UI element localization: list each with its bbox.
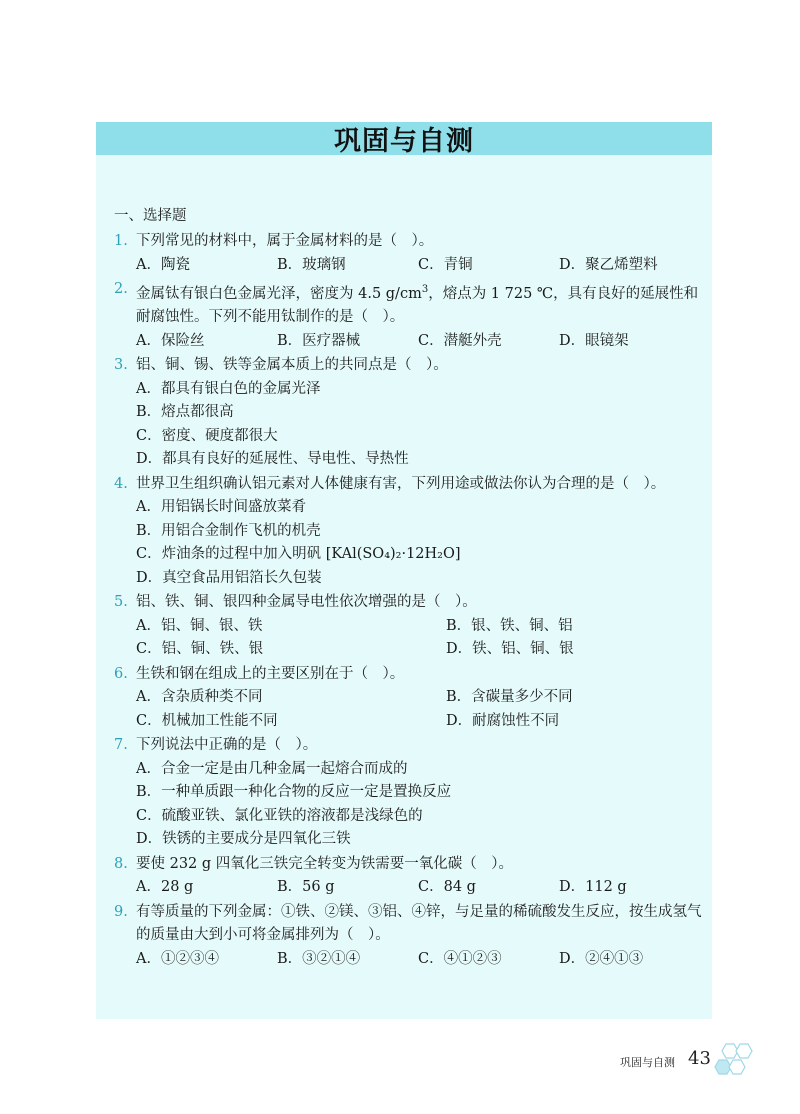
question-text: 下列常见的材料中，属于金属材料的是（ ）。 (136, 233, 434, 249)
option-a: A．用铝锅长时间盛放菜肴 (136, 499, 306, 516)
option-a: A．合金一定是由几种金属一起熔合而成的 (136, 760, 408, 777)
option-c: C．铝、铜、铁、银 (136, 641, 264, 658)
option-a: A．都具有银白色的金属光泽 (136, 380, 321, 397)
question-3 (114, 354, 704, 472)
option-d: D．112 g (559, 879, 627, 896)
options (114, 948, 704, 972)
option-d: D．都具有良好的延展性、导电性、导热性 (136, 451, 409, 468)
option-d: D．铁、铝、铜、银 (446, 641, 574, 658)
options (114, 254, 704, 278)
option-a: A．28 g (136, 879, 194, 896)
question-text (136, 278, 704, 330)
option-d: D．铁锈的主要成分是四氧化三铁 (136, 831, 351, 848)
option-a: A．陶瓷 (136, 256, 190, 273)
option-b: B．银、铁、铜、铝 (446, 617, 573, 634)
options (114, 686, 704, 733)
options (114, 758, 704, 852)
question-7 (114, 734, 704, 852)
question-9 (114, 901, 704, 972)
question-text: 铝、铜、锡、铁等金属本质上的共同点是（ ）。 (136, 357, 448, 374)
question-4 (114, 473, 704, 591)
option-c: C．硫酸亚铁、氯化亚铁的溶液都是浅绿色的 (136, 807, 423, 824)
option-d: D．②④①③ (559, 950, 644, 967)
question-text: 世界卫生组织确认铝元素对人体健康有害，下列用途或做法你认为合理的是（ ）。 (136, 475, 666, 492)
hexagon-decoration-icon (712, 1040, 758, 1080)
question-1 (114, 230, 704, 277)
page-title: 巩固与自测 (334, 126, 474, 157)
question-text: 有等质量的下列金属：①铁、②镁、③铝、④锌，与足量的稀硫酸发生反应，按生成氢气的质量由大到小可将金属排列为（ ）。 (136, 903, 702, 944)
options (114, 496, 704, 590)
option-b: B．一种单质跟一种化合物的反应一定是置换反应 (136, 784, 452, 801)
option-c: C．84 g (418, 879, 476, 896)
option-b: B．用铝合金制作飞机的机壳 (136, 522, 321, 539)
options (114, 378, 704, 472)
question-list (114, 230, 704, 972)
section-heading: 一、选择题 (114, 208, 187, 224)
option-b: B．含碳量多少不同 (446, 689, 573, 706)
question-text: 要使 232 g 四氧化三铁完全转变为铁需要一氧化碳（ ）。 (136, 855, 514, 872)
question-number: 3. (114, 357, 128, 374)
question-number: 1. (114, 233, 128, 249)
title-bar (96, 122, 712, 155)
question-8 (114, 853, 704, 900)
question-number: 2. (114, 281, 128, 297)
option-a: A．含杂质种类不同 (136, 689, 263, 706)
superscript: 3 (421, 284, 429, 295)
question-text: 生铁和钢在组成上的主要区别在于（ ）。 (136, 665, 405, 682)
option-d: D．耐腐蚀性不同 (446, 712, 560, 729)
question-6 (114, 663, 704, 734)
option-c: C．机械加工性能不同 (136, 712, 278, 729)
option-c: C．密度、硬度都很大 (136, 427, 278, 444)
option-b: B．熔点都很高 (136, 404, 234, 421)
option-a: A．铝、铜、银、铁 (136, 617, 263, 634)
question-number: 8. (114, 855, 128, 872)
option-b: B．56 g (277, 879, 335, 896)
question-text: 下列说法中正确的是（ ）。 (136, 737, 318, 754)
page-number: 43 (688, 1048, 711, 1069)
question-number: 9. (114, 903, 128, 920)
option-c: C．炸油条的过程中加入明矾 [KAl(SO₄)₂·12H₂O] (136, 546, 461, 563)
question-text: 铝、铁、铜、银四种金属导电性依次增强的是（ ）。 (136, 594, 477, 611)
option-a: A．保险丝 (136, 332, 205, 349)
options (114, 615, 704, 662)
option-c: C．④①②③ (418, 950, 502, 967)
question-number: 6. (114, 665, 128, 682)
footer-label: 巩固与自测 (620, 1056, 675, 1069)
question-text-part: ，熔点为 1 725 ℃，具有良好的延展性和耐腐蚀性。下列不能用钛制作的是（ ）。 (136, 285, 699, 326)
option-b: B．医疗器械 (277, 332, 361, 349)
question-5 (114, 591, 704, 662)
option-d: D．真空食品用铝箔长久包装 (136, 569, 322, 586)
options (114, 330, 704, 354)
question-number: 5. (114, 594, 128, 611)
question-number: 7. (114, 737, 128, 754)
question-text-part: 金属钛有银白色金属光泽，密度为 4.5 g/cm (136, 285, 422, 302)
option-c: C．潜艇外壳 (418, 332, 502, 349)
option-a: A．①②③④ (136, 950, 219, 967)
options (114, 876, 704, 900)
option-b: B．玻璃钢 (277, 256, 346, 273)
option-d: D．眼镜架 (559, 332, 629, 349)
option-d: D．聚乙烯塑料 (559, 256, 658, 273)
option-c: C．青铜 (418, 256, 473, 273)
option-b: B．③②①④ (277, 950, 361, 967)
question-2 (114, 278, 704, 353)
question-number: 4. (114, 475, 128, 492)
